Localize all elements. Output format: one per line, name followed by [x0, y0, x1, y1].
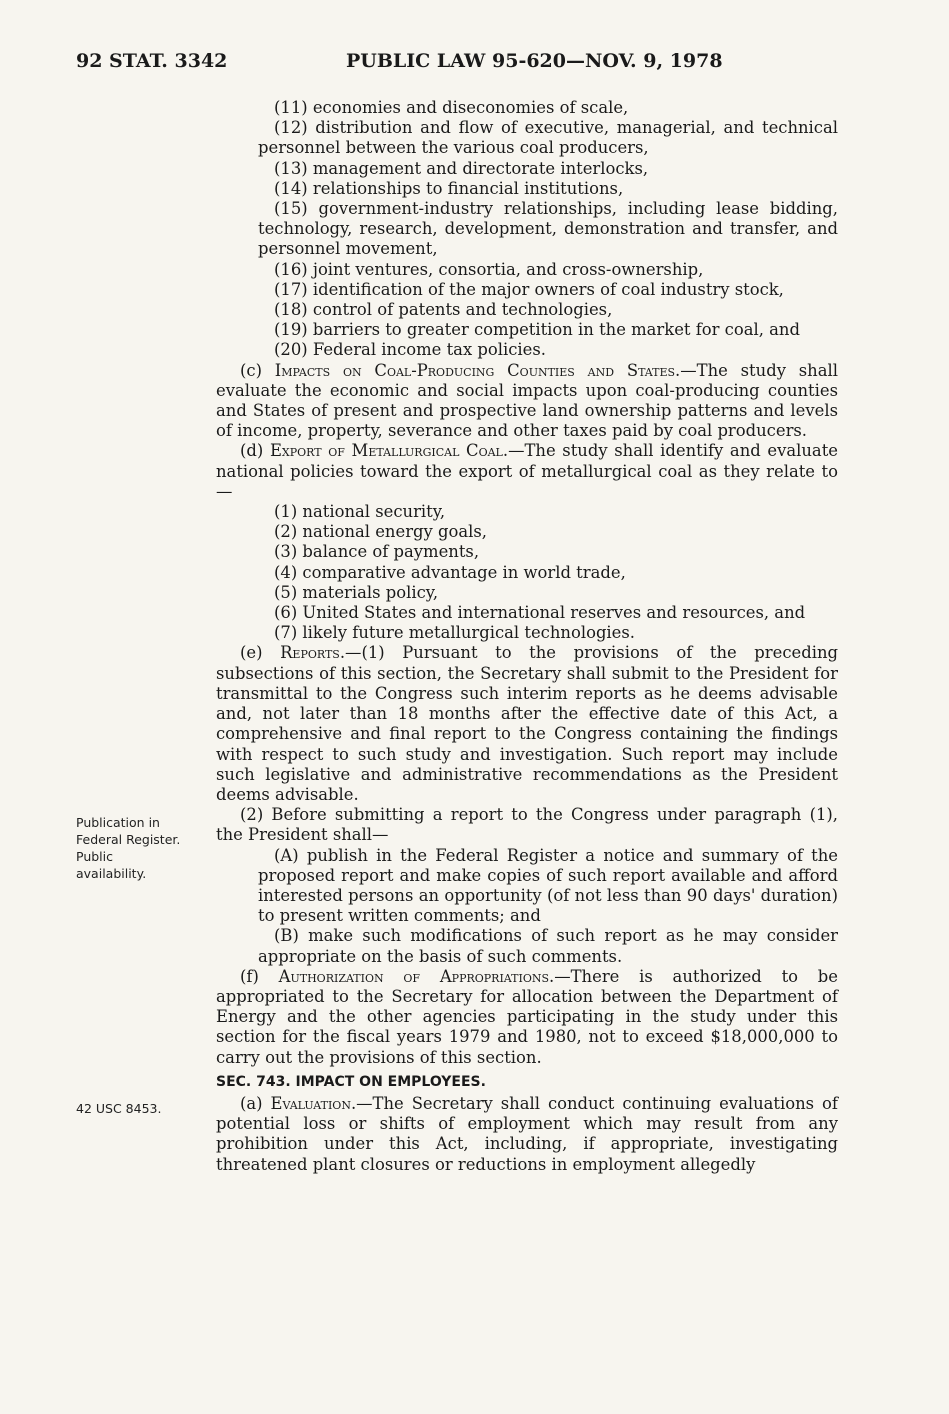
subsection-heading: Reports. — [280, 643, 346, 663]
list-item: (1) national security, — [274, 502, 446, 522]
list-item: (13) management and directorate interlocks, — [274, 158, 649, 178]
subsection-heading: Authorization of Appropriations. — [278, 966, 555, 986]
subsection-a: (a) Evaluation.—The Secretary shall conduct continuing evaluations of potential loss or shifts of employment which may result from any prohibition under this Act, including, if appropriate, investigating threatened plant closures or reductions in employment allegedly — [216, 1093, 838, 1174]
subsection-d: (d) Export of Metallurgical Coal.—The study shall identify and evaluate national policies toward the export of metallurgical coal as they relate to— — [216, 441, 838, 501]
list-item: (4) comparative advantage in world trade, — [274, 562, 626, 582]
subparagraph-a: (A) publish in the Federal Register a notice and summary of the proposed report and make copies of such report available and afford interested persons an opportunity (of not less than 90 days' duration) to present written comments; and — [258, 845, 838, 926]
subsection-heading: Impacts on Coal-Producing Counties and States. — [274, 360, 681, 380]
section-heading: SEC. 743. IMPACT ON EMPLOYEES. — [216, 1073, 486, 1090]
public-law-title: PUBLIC LAW 95-620—NOV. 9, 1978 — [346, 50, 723, 72]
stat-page-number: 92 STAT. 3342 — [76, 50, 228, 72]
list-item: (18) control of patents and technologies, — [274, 300, 613, 320]
list-item: (11) economies and diseconomies of scale, — [274, 98, 629, 117]
statute-body — [216, 98, 838, 1175]
subsection-e: (e) Reports.—(1) Pursuant to the provisions of the preceding subsections of this section, the Secretary shall submit to the President for transmittal to the Congress such interim reports as he deems advisable and, not later than 18 months after the effective date of this Act, a comprehensive and final report to the Congress containing the findings with respect to such study and investigation. Such report may include such legislative and administrative recommendations as the President deems advisable. — [216, 643, 838, 804]
list-item: (3) balance of payments, — [274, 542, 480, 562]
list-item: (6) United States and international reserves and resources, and — [274, 603, 806, 623]
margin-note-usc: 42 USC 8453. — [76, 1101, 162, 1116]
subsection-f: (f) Authorization of Appropriations.—There is authorized to be appropriated to the Secretary for allocation between the Department of Energy and the other agencies participating in the study under this section for the fiscal years 1979 and 1980, not to exceed $18,000,000 to carry out the provisions of this section. — [216, 966, 839, 1067]
subsection-heading: Export of Metallurgical Coal. — [269, 441, 509, 461]
list-item: (5) materials policy, — [274, 582, 439, 602]
margin-note-publication: Publication in Federal Register. Public availability. — [76, 815, 181, 881]
list-item: (20) Federal income tax policies. — [274, 340, 546, 360]
list-item: (19) barriers to greater competition in the market for coal, and — [274, 320, 800, 340]
list-item: (7) likely future metallurgical technologies. — [274, 623, 635, 643]
subsection-heading: Evaluation. — [270, 1093, 357, 1113]
page-header — [76, 50, 836, 80]
list-item: (14) relationships to financial institutions, — [274, 178, 624, 198]
paragraph-2: (2) Before submitting a report to the Congress under paragraph (1), the President shall— — [216, 805, 838, 845]
list-item: (15) government-industry relationships, including lease bidding, technology, research, development, demonstration and transfer, and personnel movement, — [258, 199, 838, 259]
list-item: (17) identification of the major owners of coal industry stock, — [274, 279, 784, 299]
subparagraph-b: (B) make such modifications of such report as he may consider appropriate on the basis of such comments. — [258, 926, 838, 966]
list-item: (16) joint ventures, consortia, and cross-ownership, — [274, 259, 704, 279]
list-item: (2) national energy goals, — [274, 522, 487, 542]
list-item: (12) distribution and flow of executive, managerial, and technical personnel between the various coal producers, — [258, 118, 838, 158]
subsection-c: (c) Impacts on Coal-Producing Counties and States.—The study shall evaluate the economic and social impacts upon coal-producing counties and States of present and prospective land ownership patterns and levels of income, property, severance and other taxes paid by coal producers. — [216, 360, 838, 441]
